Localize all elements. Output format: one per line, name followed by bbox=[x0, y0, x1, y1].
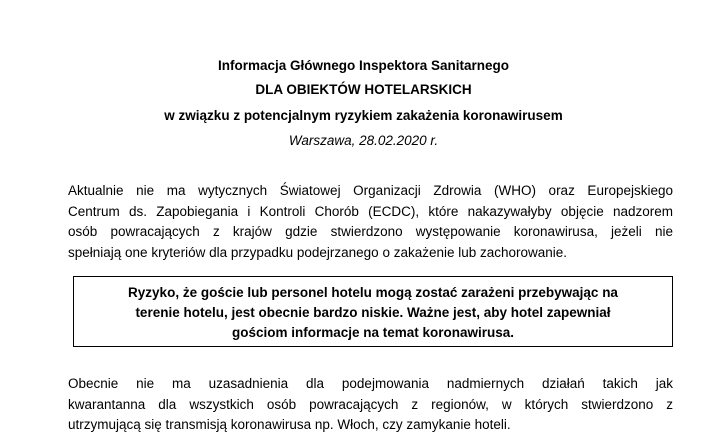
notice-line: gościom informacje na temat koronawirusa. bbox=[231, 325, 515, 340]
paragraph-line: Obecnie nie ma uzasadnienia dla podejmowania nadmiernych działań takich jak bbox=[68, 376, 673, 391]
paragraph-line: utrzymującą się transmisją koronawirusa np. Włoch, czy zamykanie hoteli. bbox=[68, 417, 511, 432]
header-issuer: Informacja Głównego Inspektora Sanitarnego bbox=[217, 58, 510, 73]
paragraph-line: osób powracających z krajów gdzie stwierdzono występowanie koronawirusa, jeżeli nie bbox=[68, 224, 673, 239]
header-subject: w związku z potencjalnym ryzykiem zakażenia koronawirusem bbox=[164, 108, 563, 123]
header-place-date: Warszawa, 28.02.2020 r. bbox=[288, 133, 439, 148]
paragraph-line: Aktualnie nie ma wytycznych Światowej Organizacji Zdrowia (WHO) oraz Europejskiego bbox=[68, 183, 673, 198]
notice-line: Ryzyko, że goście lub personel hotelu mogą zostać zarażeni przebywając na bbox=[128, 285, 618, 300]
notice-line: terenie hotelu, jest obecnie bardzo niskie. Ważne jest, aby hotel zapewniał bbox=[135, 305, 611, 320]
paragraph-quarantine bbox=[68, 374, 673, 436]
header-audience: DLA OBIEKTÓW HOTELARSKICH bbox=[255, 82, 472, 97]
paragraph-line: kwarantanna dla wszystkich osób powracających z regionów, w których stwierdzono z bbox=[68, 396, 673, 412]
paragraph-line: spełniają one kryteriów dla przypadku podejrzanego o zakażenie lub zachorowanie. bbox=[68, 244, 568, 260]
paragraph-line: Centrum ds. Zapobiegania i Kontroli Chorób (ECDC), które nakazywałyby objęcie nadzorem bbox=[68, 203, 673, 219]
paragraph-guidelines bbox=[68, 181, 673, 263]
risk-notice-box bbox=[73, 276, 673, 347]
